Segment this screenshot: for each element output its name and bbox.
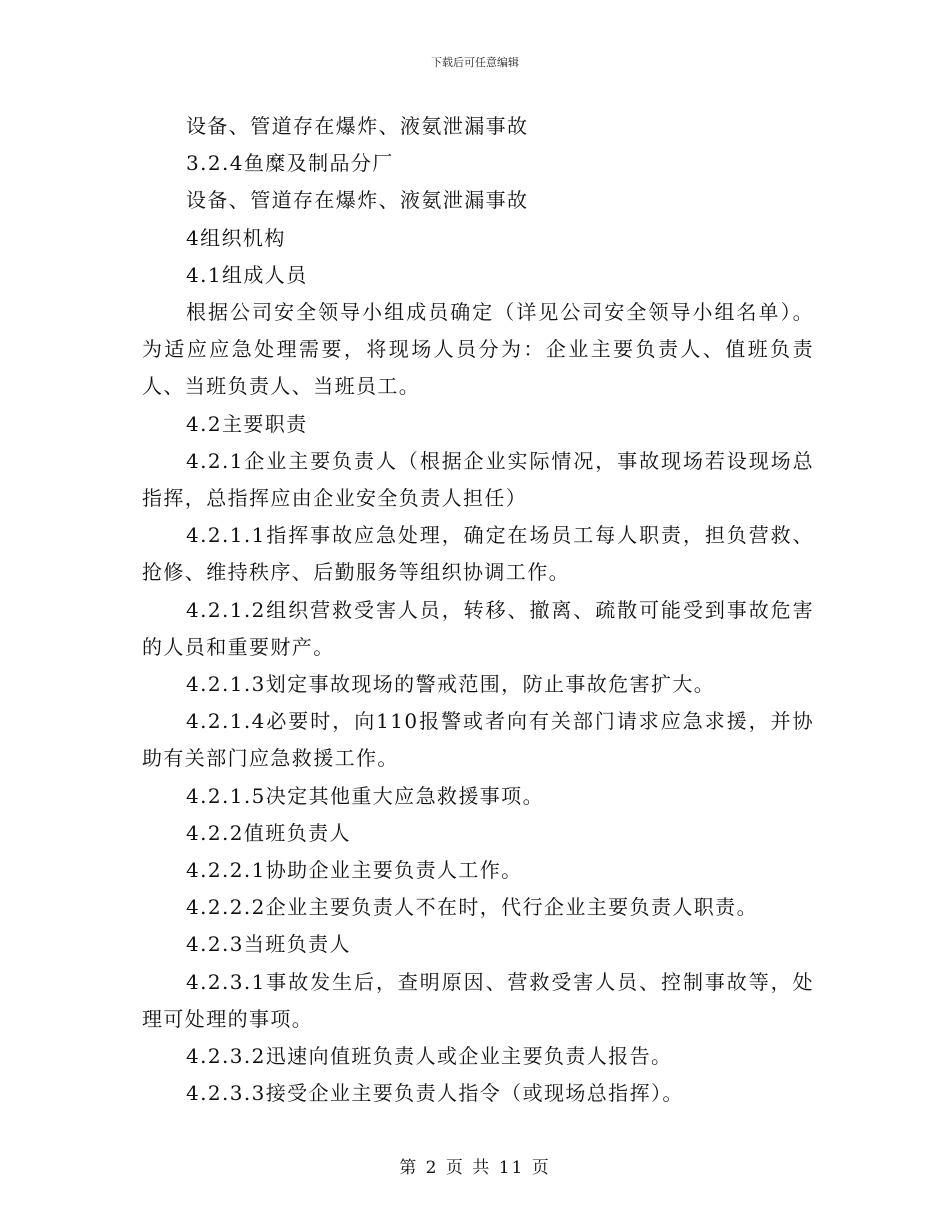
paragraph-1: 设备、管道存在爆炸、液氨泄漏事故	[186, 114, 529, 138]
paragraph-4-2-1-1: 4.2.1.1指挥事故应急处理，确定在场员工每人职责，担负营救、抢修、维持秩序、后勤服务等组织协调工作。	[142, 523, 814, 585]
section-heading-4-2-2: 4.2.2值班负责人	[186, 820, 351, 845]
paragraph-2: 设备、管道存在爆炸、液氨泄漏事故	[186, 188, 529, 213]
paragraph-4-2-1-2: 4.2.1.2组织营救受害人员，转移、撤离、疏散可能受到事故危害的人员和重要财产。	[142, 597, 814, 659]
paragraph-4-2-2-1: 4.2.2.1协助企业主要负责人工作。	[186, 858, 523, 883]
paragraph-4-2-2-2: 4.2.2.2企业主要负责人不在时，代行企业主要负责人职责。	[186, 895, 758, 920]
page-footer: 第 2 页 共 11 页	[399, 1158, 551, 1178]
section-heading-4-1: 4.1组成人员	[186, 262, 308, 287]
paragraph-4-2-1-3: 4.2.1.3划定事故现场的警戒范围，防止事故危害扩大。	[186, 672, 716, 697]
section-heading-4-2: 4.2主要职责	[186, 411, 308, 436]
paragraph-4-2-3-1: 4.2.3.1事故发生后，查明原因、营救受害人员、控制事故等，处理可处理的事项。	[142, 969, 814, 1031]
section-heading-4-2-3: 4.2.3当班负责人	[186, 932, 351, 957]
section-heading-4: 4组织机构	[186, 225, 286, 250]
paragraph-4-2-1-5: 4.2.1.5决定其他重大应急救援事项。	[186, 783, 544, 808]
page-header: 下载后可任意编辑	[431, 56, 519, 69]
paragraph-4-2-3-2: 4.2.3.2迅速向值班负责人或企业主要负责人报告。	[186, 1044, 673, 1069]
document-body	[142, 108, 814, 1112]
paragraph-members: 根据公司安全领导小组成员确定（详见公司安全领导小组名单）。为适应应急处理需要，将现场人员分为：企业主要负责人、值班负责人、当班负责人、当班员工。	[142, 300, 814, 399]
paragraph-4-2-1-4: 4.2.1.4必要时，向110报警或者向有关部门请求应急求援，并协助有关部门应急救援工作。	[142, 709, 814, 771]
section-heading-3-2-4: 3.2.4鱼糜及制品分厂	[186, 151, 394, 176]
paragraph-4-2-3-3: 4.2.3.3接受企业主要负责人指令（或现场总指挥）。	[186, 1081, 684, 1106]
paragraph-4-2-1: 4.2.1企业主要负责人（根据企业实际情况，事故现场若设现场总指挥，总指挥应由企业安全负责人担任）	[142, 448, 814, 511]
